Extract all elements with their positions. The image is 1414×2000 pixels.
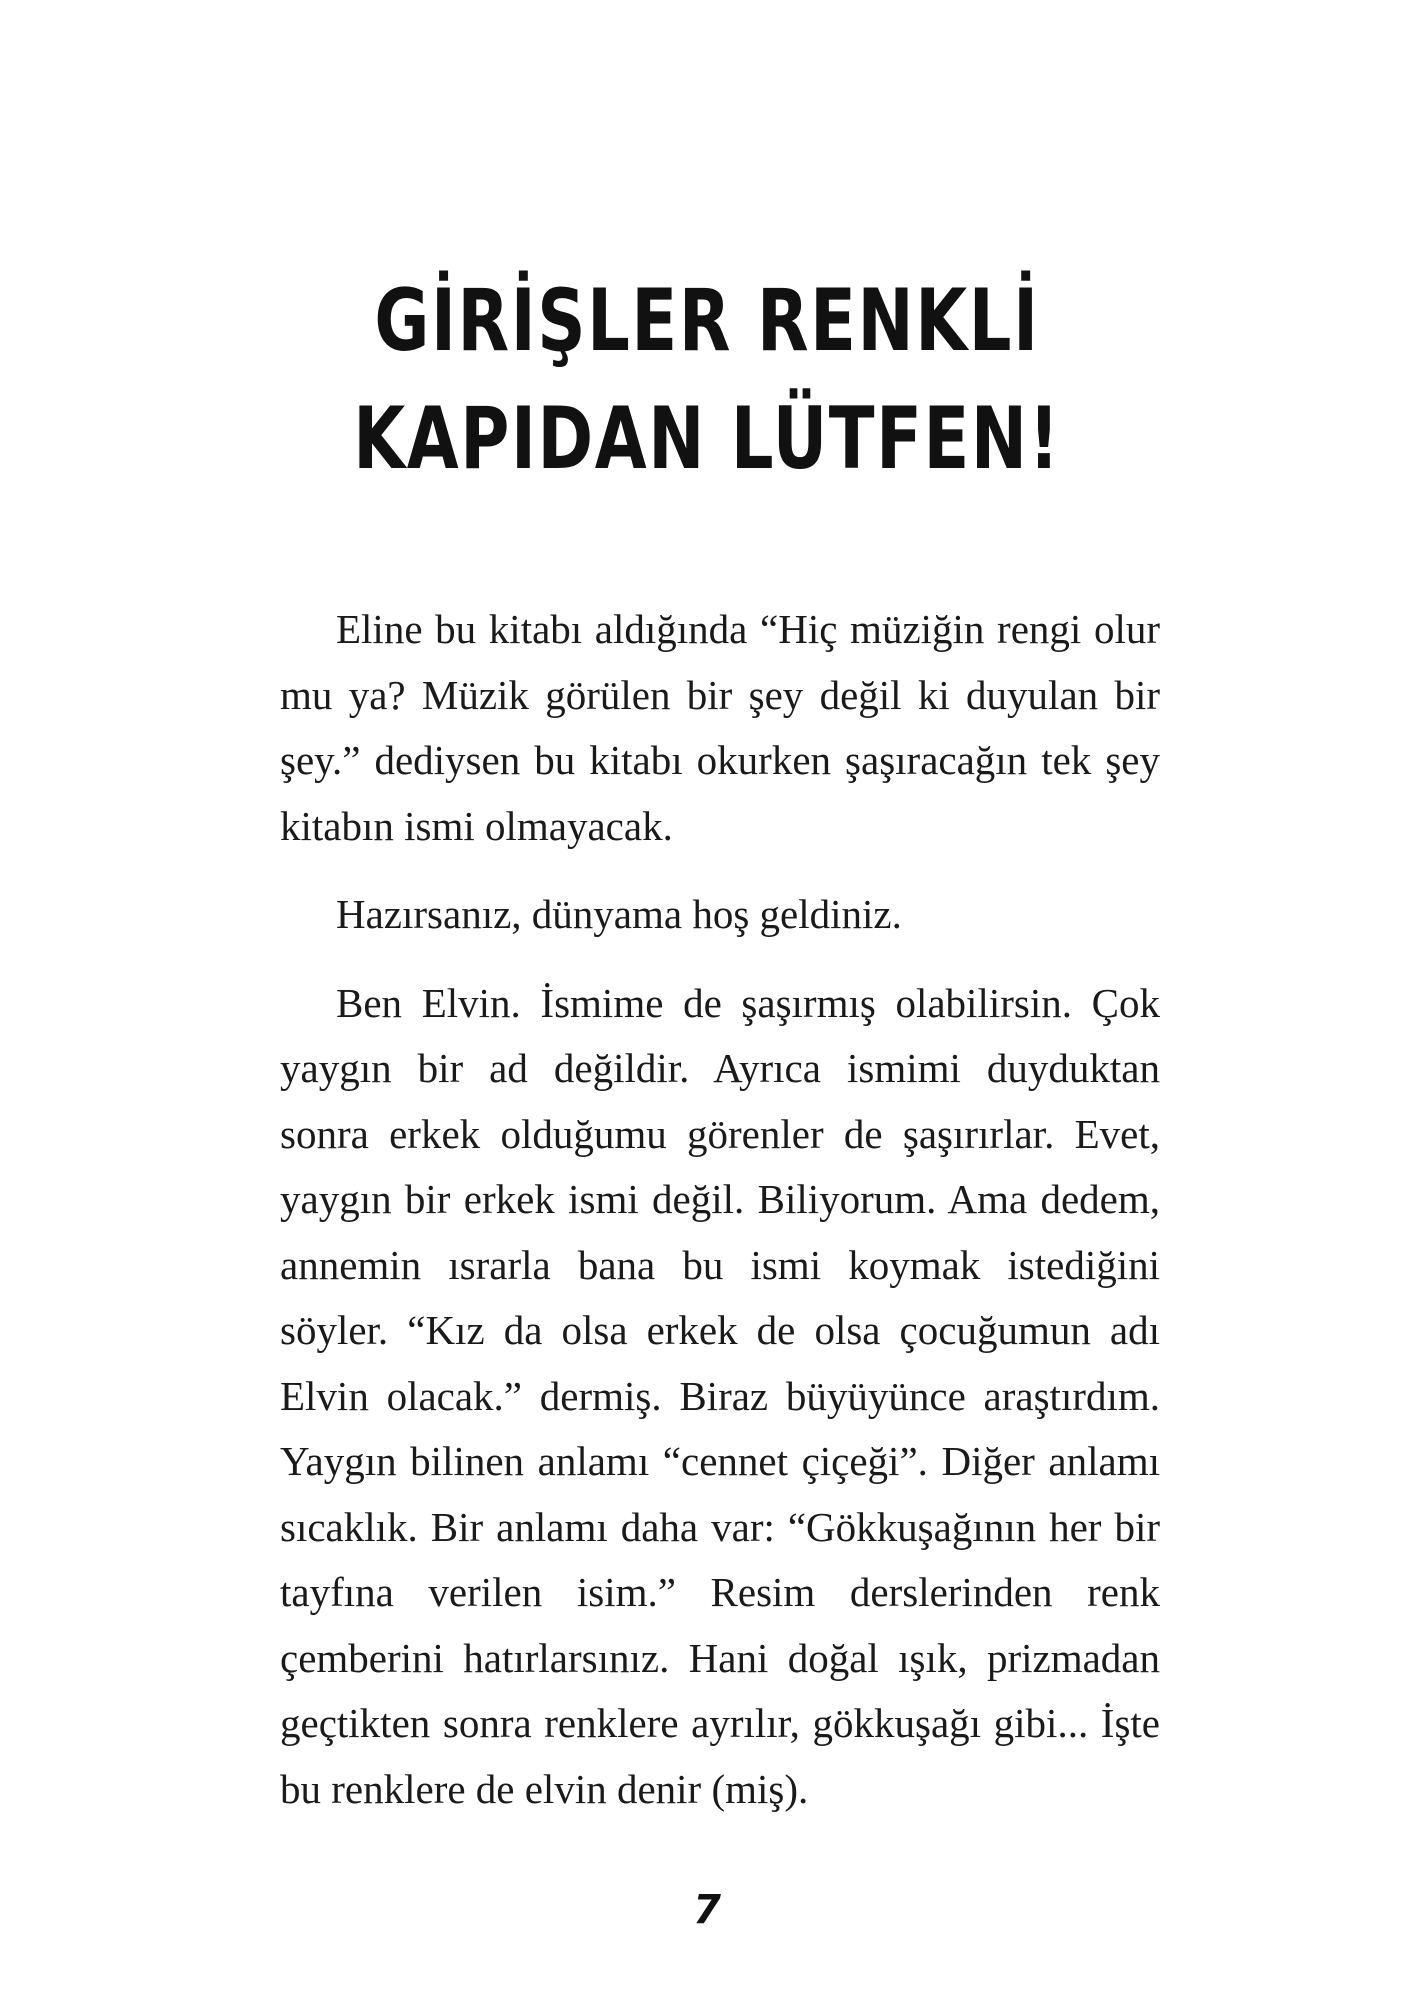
chapter-title bbox=[156, 262, 1259, 498]
paragraph-elvin: Ben Elvin. İsmime de şaşırmış olabilirsin. Çok yaygın bir ad değildir. Ayrıca ismimi duyduktan sonra erkek olduğumu görenler de şaşırırlar. Evet, yaygın bir erkek ismi değil. Biliyorum. Ama dedem, annemin ısrarla bana bu ismi koymak istediğini söyler. “Kız da olsa erkek de olsa çocuğumun adı Elvin olacak.” dermiş. Biraz büyüyünce araştırdım. Yaygın bilinen anlamı “cennet çiçeği”. Diğer anlamı sıcaklık. Bir anlamı daha var: “Gökkuşağının her bir tayfına verilen isim.” Resim derslerinden renk çemberini hatırlarsınız. Hani doğal ışık, prizmadan geçtikten sonra renklere ayrılır, gökkuşağı gibi... İşte bu renklere de elvin denir (miş). bbox=[280, 979, 1160, 1812]
paragraph-welcome: Hazırsanız, dünyama hoş geldiniz. bbox=[336, 891, 902, 937]
page-number: 7 bbox=[693, 1887, 721, 1933]
paragraph-intro: Eline bu kitabı aldığında “Hiç müziğin rengi olur mu ya? Müzik görülen bir şey değil ki duyulan bir şey.” dediysen bu kitabı okurken şaşıracağın tek şey kitabın ismi olmayacak. bbox=[280, 606, 1160, 849]
chapter-body bbox=[280, 597, 1160, 1845]
chapter-title-line-2: KAPIDAN LÜTFEN! bbox=[353, 389, 1061, 489]
chapter-title-line-1: GİRİŞLER RENKLİ bbox=[374, 271, 1040, 371]
